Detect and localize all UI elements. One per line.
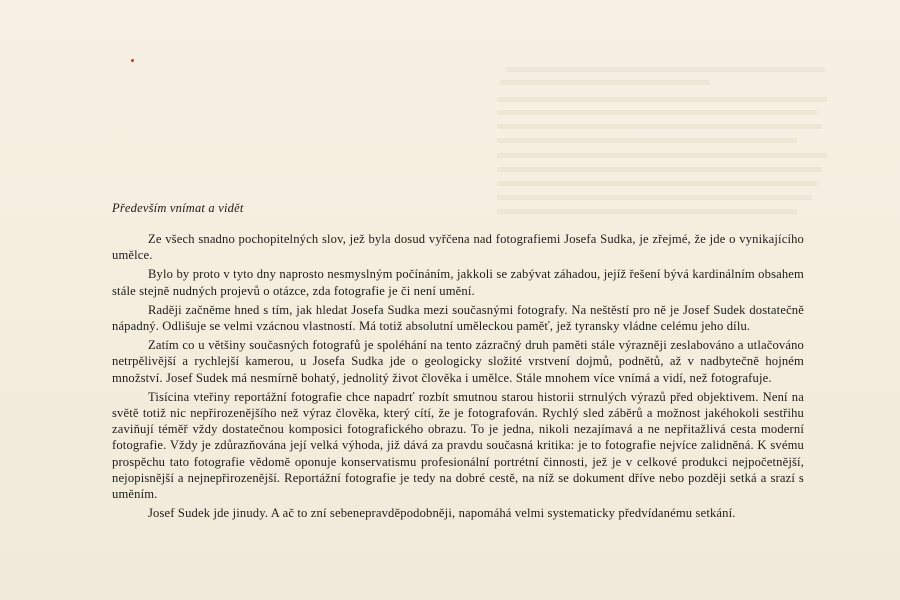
paragraph: Ze všech snadno pochopitelných slov, jež byla dosud vyřčena nad fotografiemi Josefa Sudka, je zřejmé, že jde o vynikajícího umělce.: [112, 232, 804, 263]
paragraph: Bylo by proto v tyto dny naprosto nesmyslným počínáním, jakkoli se zabývat záhadou, jejíž řešení bývá kardinálním obsahem stále stejně nudných projevů o otázce, zda fotografie je či není umění.: [112, 267, 804, 298]
paragraph: Raději začněme hned s tím, jak hledat Josefa Sudka mezi současnými fotografy. Na neštěstí pro ně je Josef Sudek dostatečně nápadný. Odlišuje se velmi vzácnou vlastností. Má totiž absolutní uměleckou paměť, jež tyransky vládne celému jeho dílu.: [112, 302, 804, 334]
paragraph: Zatím co u většiny současných fotografů je spoléhání na tento zázračný druh paměti stále výrazněji zeslabováno a utlačováno netrpělivější a rychlejší kamerou, u Josefa Sudka jde o geologicky složité vrstvení dojmů, podnětů, až v nadbytečně hojném množství. Josef Sudek má nesmírně bohatý, jednolitý život člověka i umělce. Stále mnohem více vnímá a vidí, než fotografuje.: [112, 338, 804, 385]
paragraph: Tisícina vteřiny reportážní fotografie chce napadrť rozbít smutnou starou historii strnulých výrazů před objektivem. Není na světě totiž nic nepřirozenějšího než výraz člověka, který cítí, že je fotografován. Rychlý sled záběrů a možnost jakéhokoli sestřihu zaviňují téměř vždy dostatečnou komposici fotografického obrazu. To je jedna, nikoli nezajímavá a ne nepřitažlivá cesta moderní fotografie. Vždy je zdůrazňována její velká výhoda, již dává za pravdu současná kritika: je to fotografie nejvíce zalidněná. K svému prospěchu tato fotografie vědomě oponuje konservatismu profesionální portrétní činnosti, jež je v celkové produkci nejpočetnější, nejopisnější a nejnepřirozenější. Reportážní fotografie je tedy na dobré cestě, na níž se dokument dříve nebo později setká a srazí s uměním.: [112, 389, 804, 502]
ink-speck: [131, 59, 134, 62]
section-heading: Především vnímat a vidět: [112, 201, 244, 215]
body-text: [112, 231, 804, 524]
paragraph: Josef Sudek jde jinudy. A ač to zní sebenepravděpodobněji, napomáhá velmi systematicky předvídanému setkání.: [148, 506, 736, 521]
